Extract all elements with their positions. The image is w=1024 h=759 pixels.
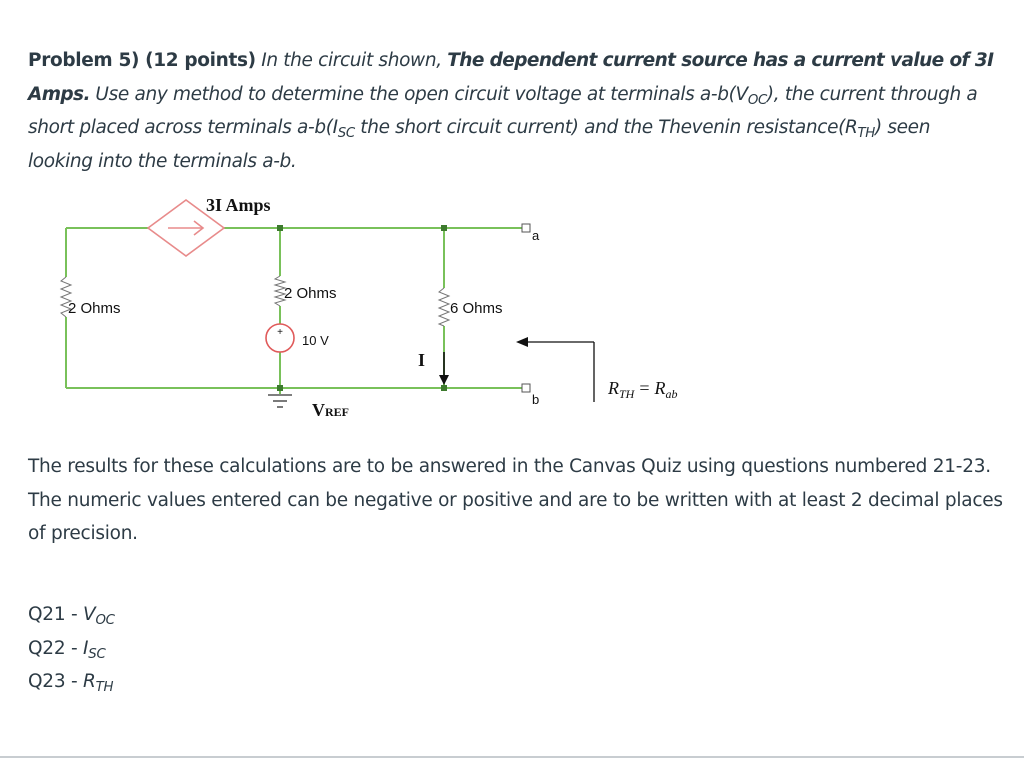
question-item: $Q21 - V_{OC}$ — [28, 604, 115, 628]
ground-icon — [268, 395, 292, 407]
question-list — [28, 598, 115, 699]
problem-statement — [28, 44, 998, 178]
resistor-left-label: 2 Ohms — [68, 300, 121, 317]
plus-sign: + — [277, 327, 283, 338]
resistor-right-label: 6 Ohms — [450, 300, 503, 317]
results-paragraph-1: The results for these calculations are to be answered in the Canvas Quiz using questions numbered 21-23. — [28, 456, 991, 477]
question-item: $Q23 - R_{TH}$ — [28, 671, 114, 695]
problem-emphasis: The dependent current source has a current value of 3I Amps. — [28, 50, 994, 105]
bottom-divider — [0, 756, 1024, 758]
results-instructions — [28, 450, 1003, 551]
circuit-diagram — [30, 180, 730, 440]
vref-label: VREF — [312, 400, 349, 420]
current-arrow — [439, 352, 449, 385]
terminal-a — [522, 224, 540, 243]
results-paragraph-2: The numeric values entered can be negative or positive and are to be written with at least 2 decimal places of precision. — [28, 489, 1003, 544]
terminal-b — [522, 384, 539, 407]
problem-intro: In the circuit shown, — [261, 50, 442, 71]
resistor-middle-label: 2 Ohms — [284, 285, 337, 302]
problem-text: Use any method to determine the open circuit voltage at terminals $a-b(V_{OC})$, the current through a short placed across terminals $a-b(I_{SC}$ the short circuit current) and the Thevenin $resistance(R_{TH})$ seen looking into the terminals a-b. — [28, 83, 978, 172]
rth-equation: $R_{TH} = R_{ab}$ — [608, 378, 678, 401]
resistor-right — [439, 288, 449, 326]
source-label: 3I Amps — [206, 195, 271, 215]
terminal-b-label: b — [532, 392, 540, 407]
problem-heading: Problem 5) (12 points) — [28, 50, 256, 71]
voltage-source-label: 10 V — [302, 333, 329, 348]
voltage-source — [266, 324, 294, 352]
question-item: $Q22 - I_{SC}$ — [28, 637, 106, 662]
terminal-a-label: a — [532, 228, 540, 243]
current-label: I — [418, 350, 426, 370]
